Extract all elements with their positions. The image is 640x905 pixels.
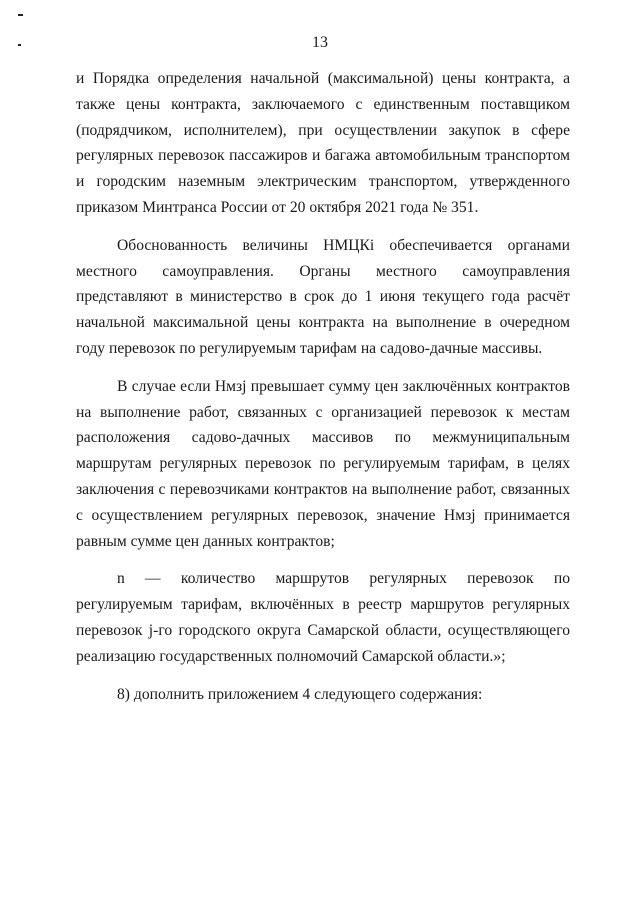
paragraph: Обоснованность величины НМЦКi обеспечивается органами местного самоуправления. Органы местного самоуправления представляют в министерство в срок до 1 июня текущего года расчёт начальной максимальной цены контракта на выполнение в очередном году перевозок по регулируемым тарифам на садово-дачные массивы. [76, 236, 570, 357]
page-number: 13 [312, 34, 328, 51]
document-body [76, 66, 570, 719]
paragraph: В случае если Нмзj превышает сумму цен заключённых контрактов на выполнение работ, связанных с организацией перевозок к местам расположения садово-дачных массивов по межмуниципальным маршрутам регулярных перевозок по регулируемым тарифам, в целях заключения с перевозчиками контрактов на выполнение работ, связанных с осуществлением регулярных перевозок, значение Нмзj принимается равным сумме цен данных контрактов; [76, 377, 570, 550]
paragraph: n — количество маршрутов регулярных перевозок по регулируемым тарифам, включённых в реестр маршрутов регулярных перевозок j-го городского округа Самарской области, осуществляющего реализацию государственных полномочий Самарской области.»; [76, 570, 570, 665]
paragraph: и Порядка определения начальной (максимальной) цены контракта, а также цены контракта, заключаемого с единственным поставщиком (подрядчиком, исполнителем), при осуществлении закупок в сфере регулярных перевозок пассажиров и багажа автомобильным транспортом и городским наземным электрическим транспортом, утвержденного приказом Минтранса России от 20 октября 2021 года № 351. [76, 70, 570, 216]
scan-mark [18, 14, 23, 16]
paragraph: 8) дополнить приложением 4 следующего содержания: [117, 685, 483, 703]
